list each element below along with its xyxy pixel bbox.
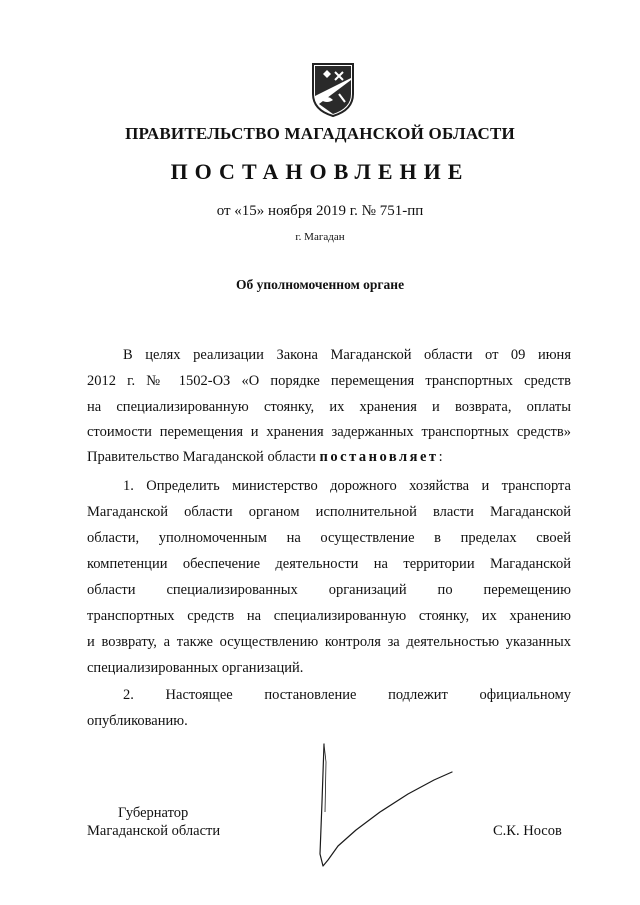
preamble-line: 2012 г. № 1502-ОЗ «О порядке перемещения транспортных средств: [87, 373, 571, 389]
preamble-line: В целях реализации Закона Магаданской области от 09 июня: [123, 347, 571, 363]
signer-position-line1: Губернатор: [118, 805, 189, 821]
item1-last-line: специализированных организаций.: [87, 660, 304, 676]
item1-line: 1. Определить министерство дорожного хозяйства и транспорта: [123, 478, 571, 494]
handwritten-signature: [310, 742, 460, 882]
signer-name: С.К. Носов: [493, 823, 562, 839]
item1-line: Магаданской области органом исполнительной власти Магаданской: [87, 504, 571, 520]
item1-line: и возврату, а также осуществлению контроля за деятельностью указанных: [87, 634, 571, 650]
item2-line: 2. Настоящее постановление подлежит официальному: [123, 687, 571, 703]
decree-word: постановляет: [319, 449, 439, 465]
item1-line: компетенции обеспечение деятельности на территории Магаданской: [87, 556, 571, 572]
item1-line: области специализированных организаций по перемещению: [87, 582, 571, 598]
document-type: ПОСТАНОВЛЕНИЕ: [170, 159, 470, 184]
preamble-line: стоимости перемещения и хранения задержанных транспортных средств»: [87, 424, 571, 440]
item2-last-line: опубликованию.: [87, 713, 188, 729]
document-date-number: от «15» ноября 2019 г. № 751-пп: [216, 203, 424, 219]
document-subject: Об уполномоченном органе: [235, 277, 405, 292]
coat-of-arms-icon: [309, 60, 357, 118]
document-city: г. Магадан: [295, 231, 345, 243]
preamble-decree-prefix: Правительство Магаданской области: [87, 449, 320, 465]
decree-colon: :: [438, 449, 443, 465]
item1-line: транспортных средств на специализированную стоянку, их хранению: [87, 608, 571, 624]
government-title: ПРАВИТЕЛЬСТВО МАГАДАНСКОЙ ОБЛАСТИ: [125, 124, 515, 143]
preamble-decree-line: [87, 448, 571, 466]
item1-line: области, уполномоченным на осуществление в пределах своей: [87, 530, 571, 546]
preamble-line: на специализированную стоянку, их хранения и возврата, оплаты: [87, 399, 571, 415]
signer-position-line2: Магаданской области: [87, 823, 221, 839]
